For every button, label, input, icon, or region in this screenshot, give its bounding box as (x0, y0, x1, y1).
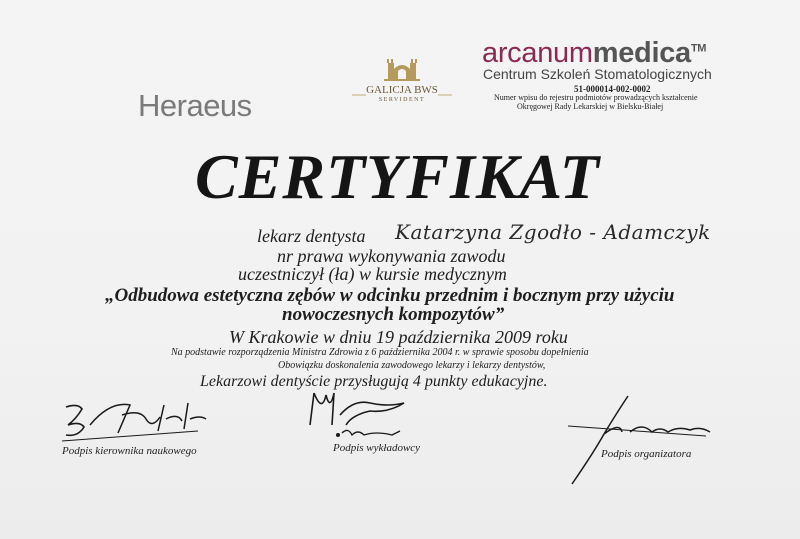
dentist-label: lekarz dentysta (257, 226, 366, 246)
arcanum-text: arcanum (482, 37, 593, 69)
signature-caption-scientific-director: Podpis kierownika naukowego (62, 445, 197, 457)
signature-scientific-director (60, 395, 210, 445)
trademark-text: TM (690, 42, 707, 55)
centrum-subtitle: Centrum Szkoleń Stomatologicznych (483, 66, 712, 82)
registry-text-1: Numer wpisu do rejestru podmiotów prowadzących kształcenie (494, 93, 698, 102)
legal-basis-line-1: Na podstawie rozporządzenia Ministra Zdrowia z 6 października 2004 r. w sprawie sposobu dopełnienia (171, 347, 589, 358)
recipient-name: Katarzyna Zgodło - Adamczyk (395, 220, 711, 244)
course-title-line-1: „Odbudowa estetyczna zębów w odcinku przednim i bocznym przy użyciu (105, 285, 675, 306)
signature-organizer (560, 392, 720, 492)
date-line: W Krakowie w dniu 19 października 2009 roku (229, 327, 568, 347)
legal-basis-line-2: Obowiązku doskonalenia zawodowego lekarzy i lekarzy dentystów, (278, 360, 546, 371)
registry-text-2: Okręgowej Rady Lekarskiej w Bielsku-Białej (517, 102, 664, 111)
participation-text: uczestniczył (ła) w kursie medycznym (238, 264, 507, 284)
registry-number: 51-000014-002-0002 (574, 84, 651, 94)
signature-lecturer (300, 385, 420, 445)
signature-caption-lecturer: Podpis wykładowcy (333, 442, 421, 454)
heraeus-logo: Heraeus (138, 88, 252, 123)
license-number-label: nr prawa wykonywania zawodu (277, 246, 506, 266)
signature-caption-organizer: Podpis organizatora (601, 448, 692, 460)
galicja-bws-logo (344, 55, 460, 105)
education-points-line: Lekarzowi dentyście przysługują 4 punkty edukacyjne. (200, 373, 548, 390)
course-title-line-2: nowoczesnych kompozytów” (282, 304, 505, 325)
certificate-title: CERTYFIKAT (195, 141, 600, 212)
galicja-top-text: GALICJA BWS (366, 84, 438, 96)
medica-text: medica (592, 37, 691, 69)
galicja-bottom-text: SERVIDENT (378, 97, 426, 103)
